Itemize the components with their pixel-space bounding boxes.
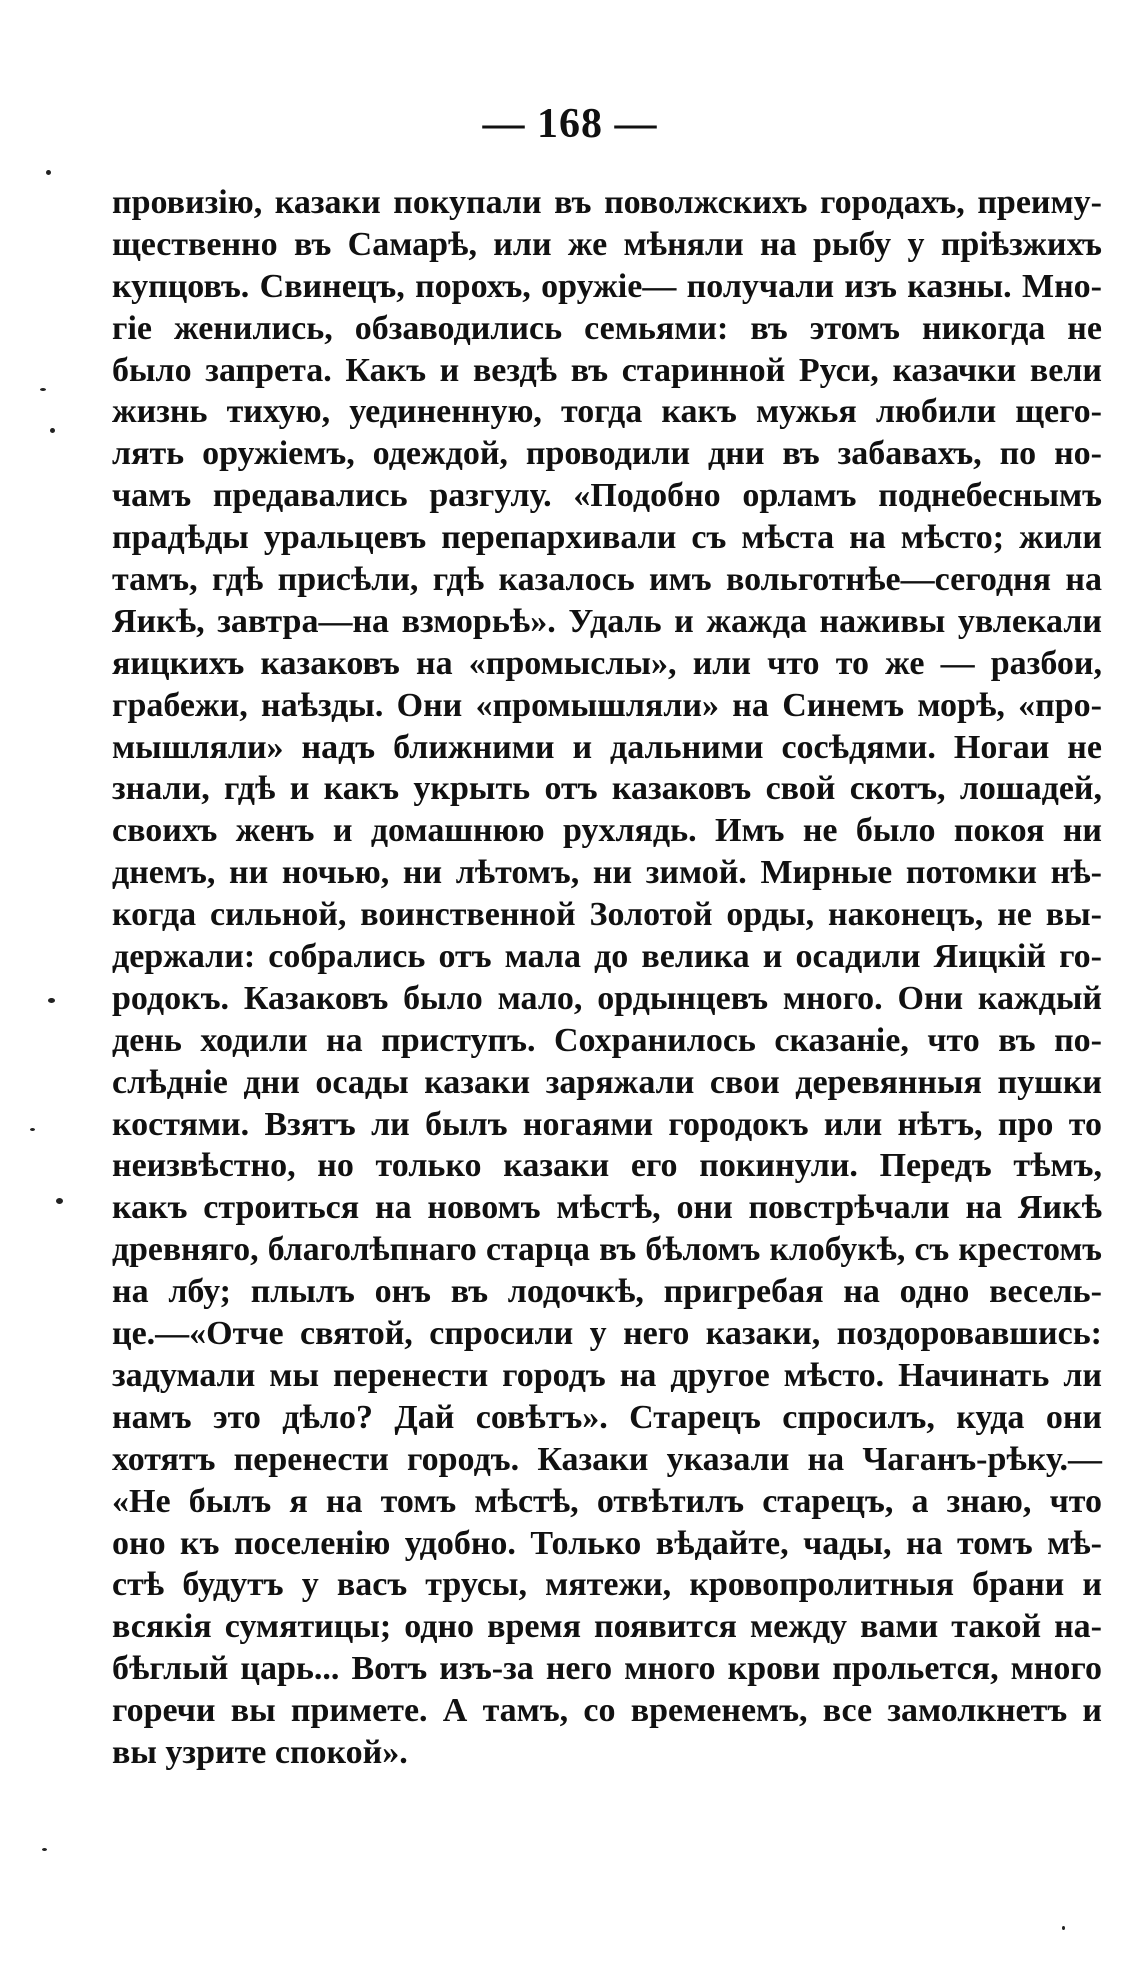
scan-speck xyxy=(30,1128,35,1131)
text-line: купцовъ. Свинецъ, порохъ, оружіе— получали изъ казны. Мно- xyxy=(112,267,1102,305)
scan-speck xyxy=(42,1848,47,1851)
text-line: вы узрите спокой». xyxy=(112,1733,408,1771)
text-line: мышляли» надъ ближними и дальними сосѣдями. Ногаи не xyxy=(112,728,1102,766)
text-line: какъ строиться на новомъ мѣстѣ, они повстрѣчали на Яикѣ xyxy=(112,1189,1102,1227)
text-line: задумали мы перенести городъ на другое мѣсто. Начинать ли xyxy=(112,1356,1102,1394)
text-line: хотятъ перенести городъ. Казаки указали на Чаганъ-рѣку.— xyxy=(112,1440,1102,1478)
text-line: жизнь тихую, уединенную, тогда какъ мужья любили щего- xyxy=(112,393,1102,431)
scan-speck xyxy=(40,388,46,391)
text-line: слѣдніе дни осады казаки заряжали свои деревянныя пушки xyxy=(112,1063,1102,1101)
text-line: древняго, благолѣпнаго старца въ бѣломъ клобукѣ, съ крестомъ xyxy=(112,1231,1102,1269)
scan-speck xyxy=(48,998,55,1003)
text-line: когда сильной, воинственной Золотой орды, наконецъ, не вы- xyxy=(112,896,1102,934)
scan-speck xyxy=(56,1198,63,1204)
text-line: гіе женились, обзаводились семьями: въ этомъ никогда не xyxy=(112,309,1102,347)
text-line: день ходили на приступъ. Сохранилось сказаніе, что въ по- xyxy=(112,1021,1102,1059)
text-line: горечи вы примете. А тамъ, со временемъ, все замолкнетъ и xyxy=(112,1692,1102,1730)
scan-speck xyxy=(1062,1926,1065,1930)
scan-speck xyxy=(50,428,55,433)
scan-speck xyxy=(46,170,51,175)
text-line: провизію, казаки покупали въ поволжскихъ городахъ, преиму- xyxy=(112,184,1102,221)
text-line: грабежи, наѣзды. Они «промышляли» на Синемъ морѣ, «про- xyxy=(112,686,1102,724)
text-line: чамъ предавались разгулу. «Подобно орламъ поднебеснымъ xyxy=(112,477,1102,515)
text-line: Яикѣ, завтра—на взморьѣ». Удаль и жажда наживы увлекали xyxy=(112,602,1102,640)
text-line: щественно въ Самарѣ, или же мѣняли на рыбу у пріѣзжихъ xyxy=(112,225,1102,263)
text-line: днемъ, ни ночью, ни лѣтомъ, ни зимой. Мирные потомки нѣ- xyxy=(112,854,1102,892)
text-line: костями. Взятъ ли былъ ногаями городокъ или нѣтъ, про то xyxy=(112,1105,1102,1143)
text-line: стѣ будутъ у васъ трусы, мятежи, кровопролитныя брани и xyxy=(112,1566,1102,1604)
text-line: на лбу; плылъ онъ въ лодочкѣ, пригребая на одно весель- xyxy=(112,1273,1102,1311)
text-line: оно къ поселенію удобно. Только вѣдайте, чады, на томъ мѣ- xyxy=(112,1524,1102,1562)
page-number: — 168 — xyxy=(482,101,658,147)
text-line: лять оружіемъ, одеждой, проводили дни въ забавахъ, по но- xyxy=(112,435,1102,473)
text-line: было запрета. Какъ и вездѣ въ старинной Руси, казачки вели xyxy=(112,351,1102,389)
text-line: «Не былъ я на томъ мѣстѣ, отвѣтилъ старецъ, а знаю, что xyxy=(112,1482,1102,1520)
text-line: тамъ, гдѣ присѣли, гдѣ казалось имъ вольготнѣе—сегодня на xyxy=(112,561,1102,599)
body-text xyxy=(112,182,1102,1774)
text-line: прадѣды уральцевъ перепархивали съ мѣста на мѣсто; жили xyxy=(112,519,1102,557)
text-line: яицкихъ казаковъ на «промыслы», или что то же — разбои, xyxy=(112,644,1102,682)
text-line: це.—«Отче святой, спросили у него казаки, поздоровавшись: xyxy=(112,1315,1102,1353)
text-line: держали: собрались отъ мала до велика и осадили Яицкій го- xyxy=(112,938,1102,976)
text-line: бѣглый царь... Вотъ изъ-за него много крови прольется, много xyxy=(112,1650,1102,1688)
text-line: всякія сумятицы; одно время появится между вами такой на- xyxy=(112,1608,1102,1646)
text-line: родокъ. Казаковъ было мало, ордынцевъ много. Они каждый xyxy=(112,979,1102,1017)
text-line: знали, гдѣ и какъ укрыть отъ казаковъ свой скотъ, лошадей, xyxy=(112,770,1102,808)
text-line: неизвѣстно, но только казаки его покинули. Передъ тѣмъ, xyxy=(112,1147,1102,1185)
text-line: намъ это дѣло? Дай совѣтъ». Старецъ спросилъ, куда они xyxy=(112,1398,1102,1436)
text-line: своихъ женъ и домашнюю рухлядь. Имъ не было покоя ни xyxy=(112,812,1102,850)
